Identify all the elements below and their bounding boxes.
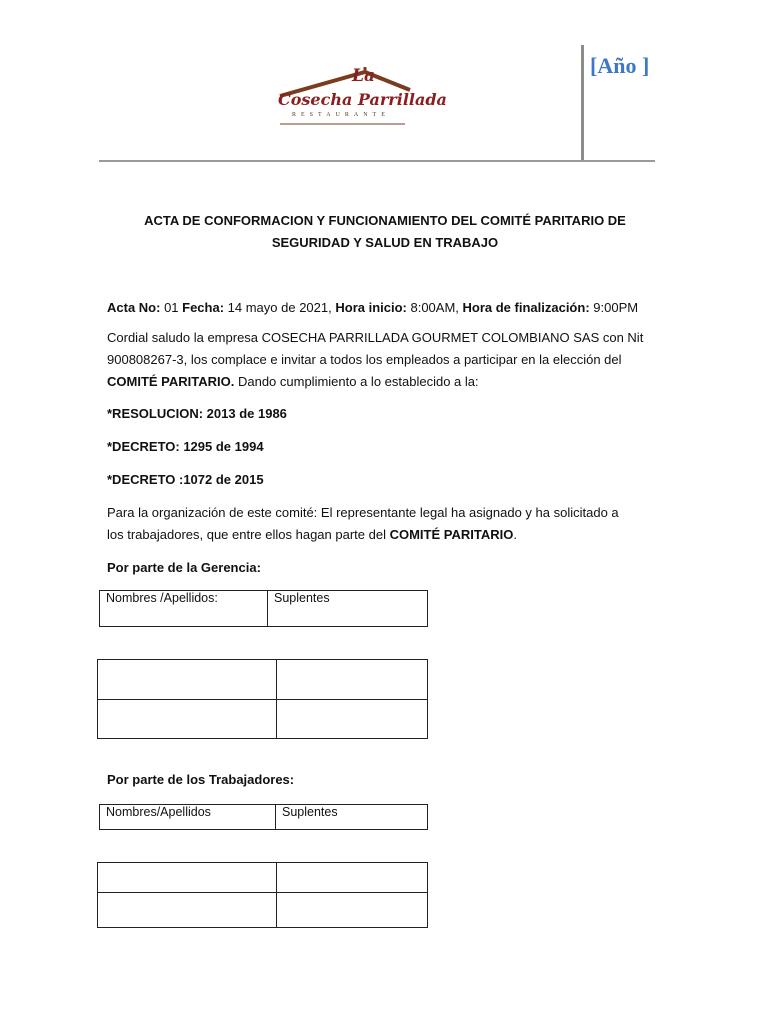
header-horizontal-rule [99,160,655,162]
saludo-bold: COMITÉ PARITARIO. [107,374,235,389]
trabajadores-name-cell[interactable] [98,893,277,928]
gerencia-col-suplentes: Suplentes [268,591,428,627]
fecha-value: 14 mayo de 2021, [224,300,336,315]
document-title: ACTA DE CONFORMACION Y FUNCIONAMIENTO DEL COMITÉ PARITARIO DE SEGURIDAD Y SALUD EN TRABAJO [144,213,626,250]
year-placeholder: [Año ] [590,53,650,78]
gerencia-name-cell[interactable] [98,700,277,739]
saludo-paragraph [107,327,665,393]
acta-no-label: Acta No: [107,300,161,315]
organizacion-paragraph [107,502,627,546]
trabajadores-header-table [99,804,428,830]
saludo-text-2: Dando cumplimiento a lo establecido a la: [234,374,479,389]
gerencia-suplente-cell[interactable] [277,660,428,700]
gerencia-entry-table [97,659,428,739]
logo-subtitle: RESTAURANTE [292,112,390,118]
saludo-text: Cordial saludo la empresa COSECHA PARRILLADA GOURMET COLOMBIANO SAS con Nit 900808267-3, los complace e invitar a todos los empleados a participar en la elección del [107,330,644,367]
decreto-1295-line: *DECRETO: 1295 de 1994 [107,439,264,454]
organizacion-bold: COMITÉ PARITARIO [389,527,514,542]
gerencia-label: Por parte de la Gerencia: [107,560,261,575]
gerencia-col-nombres: Nombres /Apellidos: [100,591,268,627]
hora-fin-label: Hora de finalización: [462,300,590,315]
hora-inicio-label: Hora inicio: [335,300,407,315]
hora-fin-value: 9:00PM [589,300,639,315]
decreto-1072-line: *DECRETO :1072 de 2015 [107,472,264,487]
logo-la: La [352,66,375,86]
hora-inicio-value: 8:00AM, [406,300,463,315]
acta-no-value: 01 [160,300,183,315]
trabajadores-label: Por parte de los Trabajadores: [107,772,295,787]
company-logo [270,66,447,130]
header-vertical-rule [581,45,584,162]
trabajadores-suplente-cell[interactable] [277,893,428,928]
acta-line [107,297,667,319]
organizacion-end: . [513,527,517,542]
gerencia-suplente-cell[interactable] [277,700,428,739]
gerencia-header-table [99,590,428,627]
trabajadores-col-nombres: Nombres/Apellidos [100,805,276,830]
resolucion-line: *RESOLUCION: 2013 de 1986 [107,406,287,421]
trabajadores-col-suplentes: Suplentes [276,805,428,830]
fecha-label: Fecha: [182,300,225,315]
trabajadores-suplente-cell[interactable] [277,863,428,893]
logo-name: Cosecha Parrillada [278,90,447,109]
trabajadores-entry-table [97,862,428,928]
gerencia-name-cell[interactable] [98,660,277,700]
trabajadores-name-cell[interactable] [98,863,277,893]
organizacion-text: Para la organización de este comité: El representante legal ha asignado y ha solicitado a los trabajadores, que entre ellos hagan parte del [107,505,619,542]
